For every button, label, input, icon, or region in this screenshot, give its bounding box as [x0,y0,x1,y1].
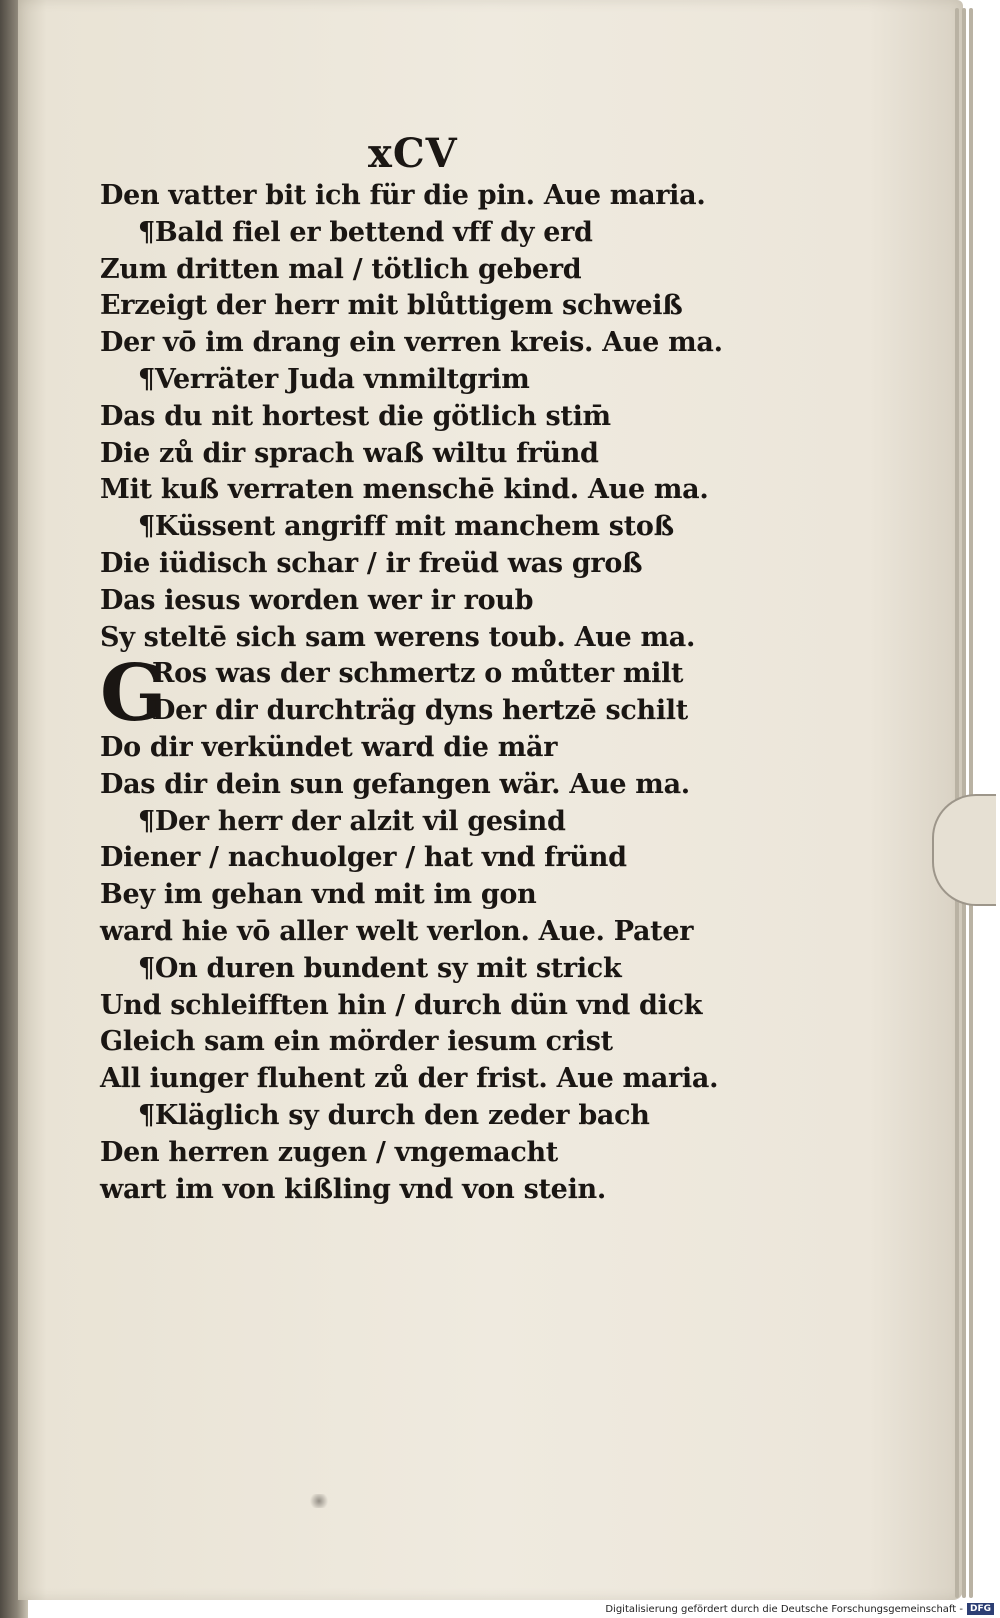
digitization-credit [605,1602,994,1616]
text-line: ¶Bald fiel er bettend vff dy erd [138,216,593,248]
text-line: Das dir dein sun gefangen wär. Aue ma. [100,768,690,800]
text-line: ¶Küssent angriff mit manchem stoß [138,511,674,543]
text-line: Sy steltē sich sam werens toub. Aue ma. [100,621,696,653]
credit-text: Digitalisierung gefördert durch die Deutsche Forschungsgemeinschaft - [605,1603,963,1615]
text-line: ¶Kläglich sy durch den zeder bach [138,1099,650,1131]
folio-number: xCV [368,130,458,177]
text-line: Zum dritten mal / tötlich geberd [100,253,582,285]
text-line: All iunger fluhent zů der frist. Aue maria. [100,1063,719,1095]
text-line: ¶On duren bundent sy mit strick [138,952,622,984]
text-line: Ros was der schmertz o můtter milt [152,658,684,690]
text-line: Erzeigt der herr mit blůttigem schweiß [100,290,683,322]
text-line: Die zů dir sprach waß wiltu fründ [100,437,599,469]
dfg-logo-icon: DFG [967,1603,994,1615]
text-line: Das iesus worden wer ir roub [100,584,534,616]
text-line: Do dir verkündet ward die mär [100,731,558,763]
text-line: Mit kuß verraten menschē kind. Aue ma. [100,474,709,506]
text-line: ¶Der herr der alzit vil gesind [138,805,566,837]
page-tab-marker [932,794,996,906]
text-line: Die iüdisch schar / ir freüd was groß [100,547,643,579]
drop-cap-initial: G [100,648,167,739]
text-line: Und schleifften hin / durch dün vnd dick [100,989,703,1021]
text-line: Das du nit hortest die götlich stim̄ [100,400,611,432]
text-line: ward hie vō aller welt verlon. Aue. Pater [100,915,694,947]
text-line: wart im von kißling vnd von stein. [100,1173,606,1205]
text-line: Diener / nachuolger / hat vnd fründ [100,842,627,874]
text-line: ¶Verräter Juda vnmiltgrim [138,363,530,395]
text-line: Bey im gehan vnd mit im gon [100,879,537,911]
text-line: Den vatter bit ich für die pin. Aue maria. [100,180,706,211]
text-line: Den herren zugen / vngemacht [100,1136,558,1168]
poem-text-block [100,178,750,1208]
ink-smudge [308,1494,330,1508]
text-line: Gleich sam ein mörder iesum crist [100,1026,613,1058]
text-line: Der dir durchträg dyns hertzē schilt [152,695,688,727]
text-line: Der vō im drang ein verren kreis. Aue ma. [100,327,723,359]
